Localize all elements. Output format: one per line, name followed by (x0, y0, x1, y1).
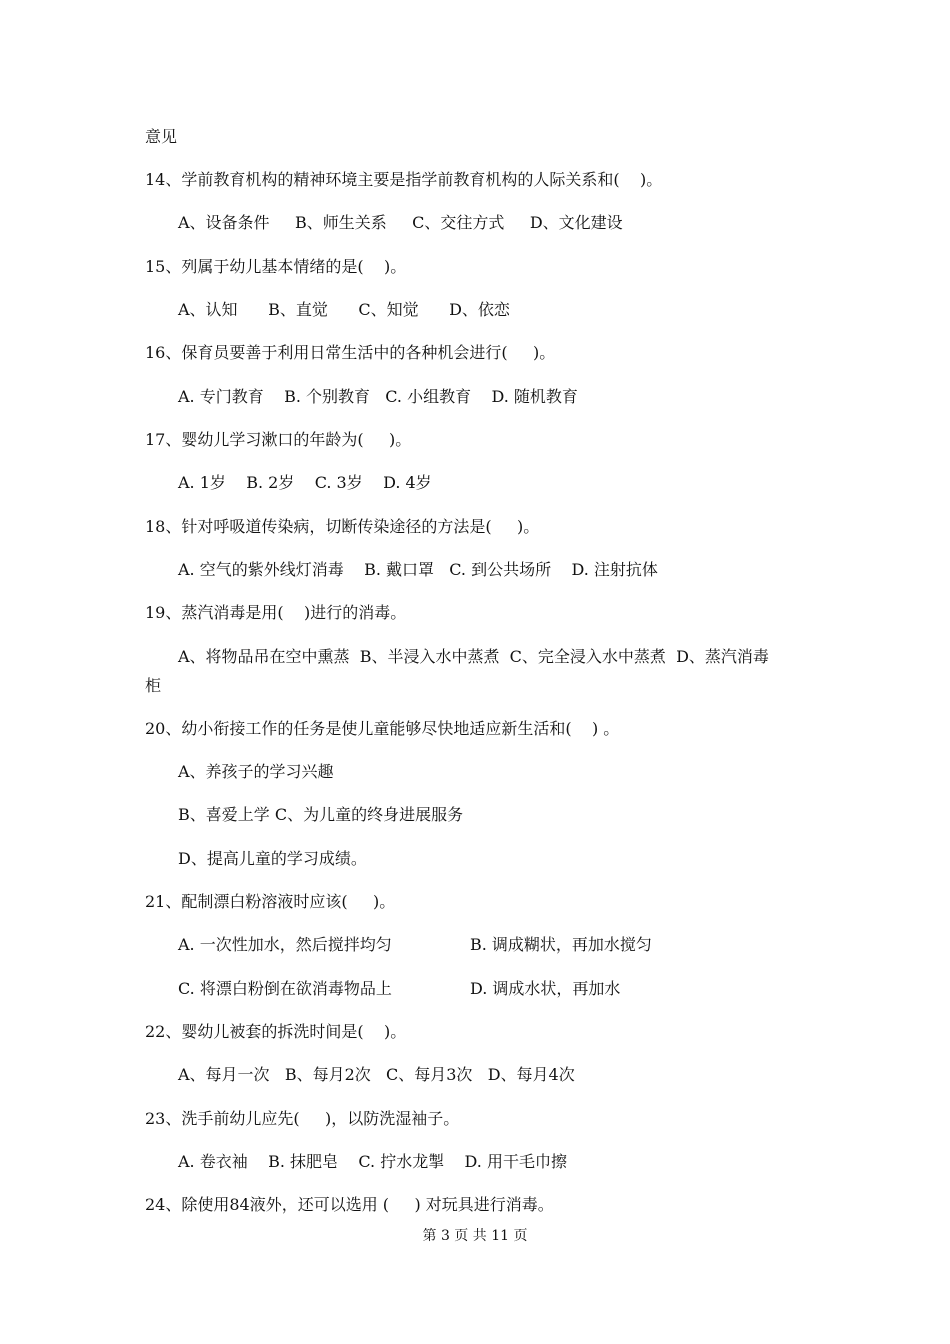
question-22-stem: 22、婴幼儿被套的拆洗时间是( )。 (145, 1022, 407, 1041)
question-14-options: A、设备条件 B、师生关系 C、交往方式 D、文化建设 (178, 213, 623, 232)
question-24-stem: 24、除使用84液外，还可以选用 ( ) 对玩具进行消毒。 (145, 1195, 554, 1214)
question-18-options: A. 空气的紫外线灯消毒 B. 戴口罩 C. 到公共场所 D. 注射抗体 (178, 560, 658, 579)
question-21-option-d: D. 调成水状，再加水 (470, 979, 621, 998)
question-15-stem: 15、列属于幼儿基本情绪的是( )。 (145, 257, 407, 276)
question-21-option-c: C. 将漂白粉倒在欲消毒物品上 (178, 979, 392, 998)
question-19-options: A、将物品吊在空中熏蒸 B、半浸入水中蒸煮 C、完全浸入水中蒸煮 D、蒸汽消毒 (178, 647, 769, 666)
question-21-option-a: A. 一次性加水，然后搅拌均匀 (178, 935, 392, 954)
question-22-options: A、每月一次 B、每月2次 C、每月3次 D、每月4次 (178, 1065, 575, 1084)
question-20-stem: 20、幼小衔接工作的任务是使儿童能够尽快地适应新生活和( ) 。 (145, 719, 620, 738)
question-16-stem: 16、保育员要善于利用日常生活中的各种机会进行( )。 (145, 343, 556, 362)
question-18-stem: 18、针对呼吸道传染病，切断传染途径的方法是( )。 (145, 517, 540, 536)
question-17-options: A. 1岁 B. 2岁 C. 3岁 D. 4岁 (178, 473, 432, 492)
question-20-option-b-c: B、喜爱上学 C、为儿童的终身进展服务 (178, 805, 464, 824)
question-14-stem: 14、学前教育机构的精神环境主要是指学前教育机构的人际关系和( )。 (145, 170, 663, 189)
question-19-options-wrap: 柜 (145, 676, 162, 695)
question-20-option-d: D、提高儿童的学习成绩。 (178, 849, 367, 868)
continuation-text: 意见 (145, 127, 178, 146)
page-footer: 第 3 页 共 11 页 (422, 1228, 528, 1244)
question-15-options: A、认知 B、直觉 C、知觉 D、依恋 (178, 300, 510, 319)
question-23-stem: 23、洗手前幼儿应先( )，以防洗湿袖子。 (145, 1109, 460, 1128)
question-17-stem: 17、婴幼儿学习漱口的年龄为( )。 (145, 430, 412, 449)
question-20-option-a: A、养孩子的学习兴趣 (178, 762, 334, 781)
question-19-stem: 19、蒸汽消毒是用( )进行的消毒。 (145, 603, 407, 622)
question-21-option-b: B. 调成糊状，再加水搅匀 (470, 935, 652, 954)
question-21-stem: 21、配制漂白粉溶液时应该( )。 (145, 892, 396, 911)
question-16-options: A. 专门教育 B. 个别教育 C. 小组教育 D. 随机教育 (178, 387, 578, 406)
question-23-options: A. 卷衣袖 B. 抹肥皂 C. 拧水龙掣 D. 用干毛巾擦 (178, 1152, 567, 1171)
